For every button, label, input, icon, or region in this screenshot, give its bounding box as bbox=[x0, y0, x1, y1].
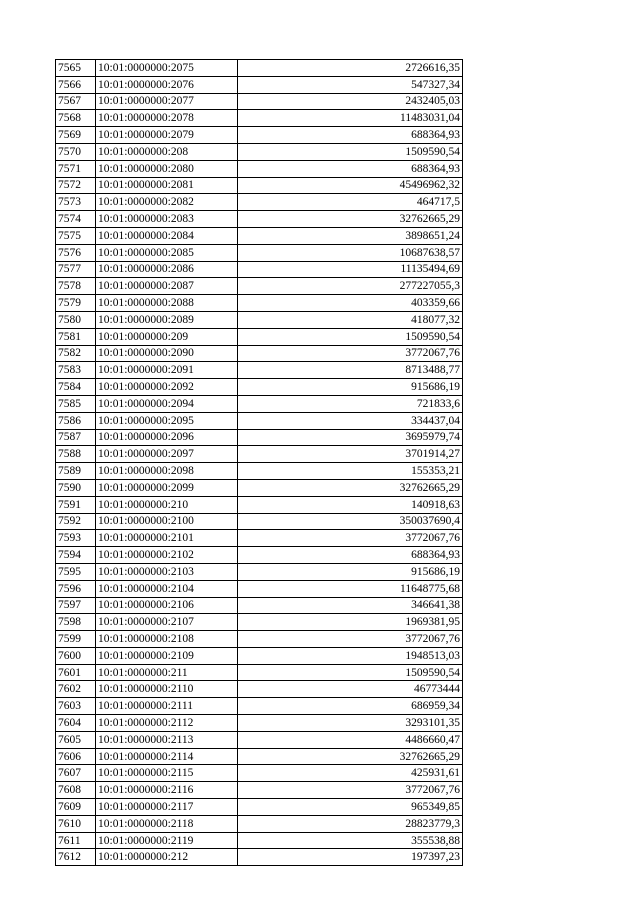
cadastral-number-cell: 10:01:0000000:2118 bbox=[96, 815, 238, 832]
table-row bbox=[56, 194, 463, 211]
row-number-cell: 7602 bbox=[56, 681, 96, 698]
cadastral-value-cell: 3898651,24 bbox=[238, 227, 463, 244]
table-row bbox=[56, 631, 463, 648]
table-row bbox=[56, 395, 463, 412]
cadastral-number-cell: 10:01:0000000:2099 bbox=[96, 479, 238, 496]
cadastral-number-cell: 10:01:0000000:2111 bbox=[96, 698, 238, 715]
cadastral-value-cell: 32762665,29 bbox=[238, 748, 463, 765]
cadastral-value-cell: 915686,19 bbox=[238, 379, 463, 396]
cadastral-number-cell: 10:01:0000000:2116 bbox=[96, 782, 238, 799]
cadastral-number-cell: 10:01:0000000:2091 bbox=[96, 362, 238, 379]
cadastral-value-cell: 965349,85 bbox=[238, 799, 463, 816]
table-row bbox=[56, 278, 463, 295]
cadastral-number-cell: 10:01:0000000:2094 bbox=[96, 395, 238, 412]
table-row bbox=[56, 479, 463, 496]
table-row bbox=[56, 295, 463, 312]
cadastral-value-cell: 688364,93 bbox=[238, 127, 463, 144]
cadastral-value-cell: 464717,5 bbox=[238, 194, 463, 211]
row-number-cell: 7582 bbox=[56, 345, 96, 362]
table-row bbox=[56, 345, 463, 362]
cadastral-value-cell: 3293101,35 bbox=[238, 715, 463, 732]
row-number-cell: 7574 bbox=[56, 211, 96, 228]
cadastral-value-cell: 28823779,3 bbox=[238, 815, 463, 832]
table-row bbox=[56, 530, 463, 547]
row-number-cell: 7585 bbox=[56, 395, 96, 412]
row-number-cell: 7603 bbox=[56, 698, 96, 715]
cadastral-number-cell: 10:01:0000000:2109 bbox=[96, 647, 238, 664]
table-row bbox=[56, 664, 463, 681]
cadastral-number-cell: 10:01:0000000:2086 bbox=[96, 261, 238, 278]
row-number-cell: 7565 bbox=[56, 60, 96, 77]
row-number-cell: 7605 bbox=[56, 731, 96, 748]
row-number-cell: 7583 bbox=[56, 362, 96, 379]
cadastral-value-cell: 197397,23 bbox=[238, 849, 463, 866]
table-row bbox=[56, 597, 463, 614]
table-row bbox=[56, 379, 463, 396]
cadastral-number-cell: 10:01:0000000:2104 bbox=[96, 580, 238, 597]
cadastral-value-cell: 4486660,47 bbox=[238, 731, 463, 748]
row-number-cell: 7597 bbox=[56, 597, 96, 614]
cadastral-value-cell: 403359,66 bbox=[238, 295, 463, 312]
cadastral-value-cell: 11135494,69 bbox=[238, 261, 463, 278]
cadastral-number-cell: 10:01:0000000:2103 bbox=[96, 563, 238, 580]
table-row bbox=[56, 513, 463, 530]
cadastral-value-cell: 418077,32 bbox=[238, 311, 463, 328]
table-body bbox=[56, 60, 463, 866]
row-number-cell: 7593 bbox=[56, 530, 96, 547]
cadastral-value-cell: 425931,61 bbox=[238, 765, 463, 782]
row-number-cell: 7588 bbox=[56, 446, 96, 463]
row-number-cell: 7608 bbox=[56, 782, 96, 799]
cadastral-value-cell: 11483031,04 bbox=[238, 110, 463, 127]
table-row bbox=[56, 110, 463, 127]
table-row bbox=[56, 614, 463, 631]
row-number-cell: 7570 bbox=[56, 143, 96, 160]
table-row bbox=[56, 681, 463, 698]
row-number-cell: 7590 bbox=[56, 479, 96, 496]
table-row bbox=[56, 60, 463, 77]
table-row bbox=[56, 849, 463, 866]
cadastral-number-cell: 10:01:0000000:2110 bbox=[96, 681, 238, 698]
table-row bbox=[56, 211, 463, 228]
row-number-cell: 7594 bbox=[56, 547, 96, 564]
table-row bbox=[56, 362, 463, 379]
cadastral-value-cell: 8713488,77 bbox=[238, 362, 463, 379]
row-number-cell: 7589 bbox=[56, 463, 96, 480]
cadastral-value-cell: 1509590,54 bbox=[238, 143, 463, 160]
cadastral-number-cell: 10:01:0000000:2092 bbox=[96, 379, 238, 396]
row-number-cell: 7580 bbox=[56, 311, 96, 328]
cadastral-value-cell: 11648775,68 bbox=[238, 580, 463, 597]
row-number-cell: 7591 bbox=[56, 496, 96, 513]
row-number-cell: 7586 bbox=[56, 412, 96, 429]
cadastral-number-cell: 10:01:0000000:2081 bbox=[96, 177, 238, 194]
cadastral-number-cell: 10:01:0000000:2080 bbox=[96, 160, 238, 177]
cadastral-value-cell: 334437,04 bbox=[238, 412, 463, 429]
cadastral-value-cell: 3772067,76 bbox=[238, 345, 463, 362]
cadastral-value-cell: 1509590,54 bbox=[238, 328, 463, 345]
cadastral-number-cell: 10:01:0000000:2090 bbox=[96, 345, 238, 362]
table-row bbox=[56, 311, 463, 328]
cadastral-number-cell: 10:01:0000000:2117 bbox=[96, 799, 238, 816]
row-number-cell: 7577 bbox=[56, 261, 96, 278]
cadastral-value-cell: 915686,19 bbox=[238, 563, 463, 580]
cadastral-value-cell: 1948513,03 bbox=[238, 647, 463, 664]
cadastral-value-cell: 3772067,76 bbox=[238, 530, 463, 547]
row-number-cell: 7606 bbox=[56, 748, 96, 765]
table-row bbox=[56, 328, 463, 345]
cadastral-number-cell: 10:01:0000000:2112 bbox=[96, 715, 238, 732]
row-number-cell: 7567 bbox=[56, 93, 96, 110]
cadastral-value-cell: 350037690,4 bbox=[238, 513, 463, 530]
cadastral-value-cell: 3701914,27 bbox=[238, 446, 463, 463]
cadastral-number-cell: 10:01:0000000:2089 bbox=[96, 311, 238, 328]
row-number-cell: 7604 bbox=[56, 715, 96, 732]
table-row bbox=[56, 177, 463, 194]
cadastral-value-cell: 32762665,29 bbox=[238, 211, 463, 228]
row-number-cell: 7572 bbox=[56, 177, 96, 194]
table-row bbox=[56, 563, 463, 580]
cadastral-number-cell: 10:01:0000000:2096 bbox=[96, 429, 238, 446]
cadastral-number-cell: 10:01:0000000:2113 bbox=[96, 731, 238, 748]
cadastral-value-cell: 45496962,32 bbox=[238, 177, 463, 194]
table-row bbox=[56, 731, 463, 748]
cadastral-value-cell: 2432405,03 bbox=[238, 93, 463, 110]
cadastral-number-cell: 10:01:0000000:2075 bbox=[96, 60, 238, 77]
cadastral-number-cell: 10:01:0000000:2082 bbox=[96, 194, 238, 211]
row-number-cell: 7611 bbox=[56, 832, 96, 849]
table-row bbox=[56, 715, 463, 732]
table-row bbox=[56, 547, 463, 564]
cadastral-number-cell: 10:01:0000000:2097 bbox=[96, 446, 238, 463]
row-number-cell: 7584 bbox=[56, 379, 96, 396]
cadastral-number-cell: 10:01:0000000:2078 bbox=[96, 110, 238, 127]
table-row bbox=[56, 412, 463, 429]
cadastral-value-cell: 2726616,35 bbox=[238, 60, 463, 77]
cadastral-value-cell: 3772067,76 bbox=[238, 631, 463, 648]
table-row bbox=[56, 143, 463, 160]
cadastral-number-cell: 10:01:0000000:2095 bbox=[96, 412, 238, 429]
cadastral-number-cell: 10:01:0000000:2098 bbox=[96, 463, 238, 480]
table-row bbox=[56, 429, 463, 446]
table-row bbox=[56, 580, 463, 597]
cadastral-number-cell: 10:01:0000000:2108 bbox=[96, 631, 238, 648]
row-number-cell: 7596 bbox=[56, 580, 96, 597]
table-row bbox=[56, 496, 463, 513]
cadastral-value-cell: 10687638,57 bbox=[238, 244, 463, 261]
table-row bbox=[56, 647, 463, 664]
row-number-cell: 7610 bbox=[56, 815, 96, 832]
table-row bbox=[56, 261, 463, 278]
table-row bbox=[56, 244, 463, 261]
cadastral-number-cell: 10:01:0000000:2083 bbox=[96, 211, 238, 228]
cadastral-value-cell: 721833,6 bbox=[238, 395, 463, 412]
cadastral-number-cell: 10:01:0000000:2101 bbox=[96, 530, 238, 547]
cadastral-number-cell: 10:01:0000000:2115 bbox=[96, 765, 238, 782]
cadastral-number-cell: 10:01:0000000:2107 bbox=[96, 614, 238, 631]
row-number-cell: 7587 bbox=[56, 429, 96, 446]
cadastral-number-cell: 10:01:0000000:2100 bbox=[96, 513, 238, 530]
cadastral-number-cell: 10:01:0000000:210 bbox=[96, 496, 238, 513]
cadastral-number-cell: 10:01:0000000:2079 bbox=[96, 127, 238, 144]
table-row bbox=[56, 799, 463, 816]
table-row bbox=[56, 463, 463, 480]
row-number-cell: 7569 bbox=[56, 127, 96, 144]
cadastral-value-cell: 140918,63 bbox=[238, 496, 463, 513]
row-number-cell: 7598 bbox=[56, 614, 96, 631]
table-row bbox=[56, 782, 463, 799]
row-number-cell: 7595 bbox=[56, 563, 96, 580]
cadastral-value-cell: 355538,88 bbox=[238, 832, 463, 849]
row-number-cell: 7607 bbox=[56, 765, 96, 782]
cadastral-number-cell: 10:01:0000000:2076 bbox=[96, 76, 238, 93]
cadastral-number-cell: 10:01:0000000:208 bbox=[96, 143, 238, 160]
cadastral-value-cell: 155353,21 bbox=[238, 463, 463, 480]
cadastral-value-cell: 3772067,76 bbox=[238, 782, 463, 799]
cadastral-value-cell: 547327,34 bbox=[238, 76, 463, 93]
row-number-cell: 7609 bbox=[56, 799, 96, 816]
row-number-cell: 7571 bbox=[56, 160, 96, 177]
cadastral-value-cell: 688364,93 bbox=[238, 547, 463, 564]
row-number-cell: 7581 bbox=[56, 328, 96, 345]
table-row bbox=[56, 160, 463, 177]
cadastral-number-cell: 10:01:0000000:2077 bbox=[96, 93, 238, 110]
cadastral-number-cell: 10:01:0000000:2088 bbox=[96, 295, 238, 312]
cadastral-value-cell: 277227055,3 bbox=[238, 278, 463, 295]
cadastral-number-cell: 10:01:0000000:2102 bbox=[96, 547, 238, 564]
table-row bbox=[56, 748, 463, 765]
cadastral-value-cell: 46773444 bbox=[238, 681, 463, 698]
row-number-cell: 7576 bbox=[56, 244, 96, 261]
row-number-cell: 7599 bbox=[56, 631, 96, 648]
cadastral-value-cell: 32762665,29 bbox=[238, 479, 463, 496]
row-number-cell: 7592 bbox=[56, 513, 96, 530]
cadastral-value-cell: 686959,34 bbox=[238, 698, 463, 715]
row-number-cell: 7575 bbox=[56, 227, 96, 244]
row-number-cell: 7578 bbox=[56, 278, 96, 295]
cadastral-value-cell: 346641,38 bbox=[238, 597, 463, 614]
cadastral-number-cell: 10:01:0000000:2087 bbox=[96, 278, 238, 295]
table-row bbox=[56, 446, 463, 463]
cadastral-value-cell: 688364,93 bbox=[238, 160, 463, 177]
table-row bbox=[56, 127, 463, 144]
table-row bbox=[56, 93, 463, 110]
table-row bbox=[56, 76, 463, 93]
cadastral-number-cell: 10:01:0000000:2106 bbox=[96, 597, 238, 614]
row-number-cell: 7566 bbox=[56, 76, 96, 93]
row-number-cell: 7568 bbox=[56, 110, 96, 127]
table-row bbox=[56, 815, 463, 832]
cadastral-value-cell: 3695979,74 bbox=[238, 429, 463, 446]
row-number-cell: 7600 bbox=[56, 647, 96, 664]
table-row bbox=[56, 227, 463, 244]
cadastral-value-table bbox=[55, 59, 463, 866]
row-number-cell: 7573 bbox=[56, 194, 96, 211]
cadastral-number-cell: 10:01:0000000:2119 bbox=[96, 832, 238, 849]
cadastral-number-cell: 10:01:0000000:212 bbox=[96, 849, 238, 866]
table-row bbox=[56, 698, 463, 715]
row-number-cell: 7579 bbox=[56, 295, 96, 312]
table-row bbox=[56, 765, 463, 782]
cadastral-value-cell: 1969381,95 bbox=[238, 614, 463, 631]
row-number-cell: 7612 bbox=[56, 849, 96, 866]
cadastral-number-cell: 10:01:0000000:211 bbox=[96, 664, 238, 681]
row-number-cell: 7601 bbox=[56, 664, 96, 681]
cadastral-number-cell: 10:01:0000000:2085 bbox=[96, 244, 238, 261]
cadastral-number-cell: 10:01:0000000:209 bbox=[96, 328, 238, 345]
cadastral-value-cell: 1509590,54 bbox=[238, 664, 463, 681]
cadastral-number-cell: 10:01:0000000:2084 bbox=[96, 227, 238, 244]
cadastral-number-cell: 10:01:0000000:2114 bbox=[96, 748, 238, 765]
table-row bbox=[56, 832, 463, 849]
